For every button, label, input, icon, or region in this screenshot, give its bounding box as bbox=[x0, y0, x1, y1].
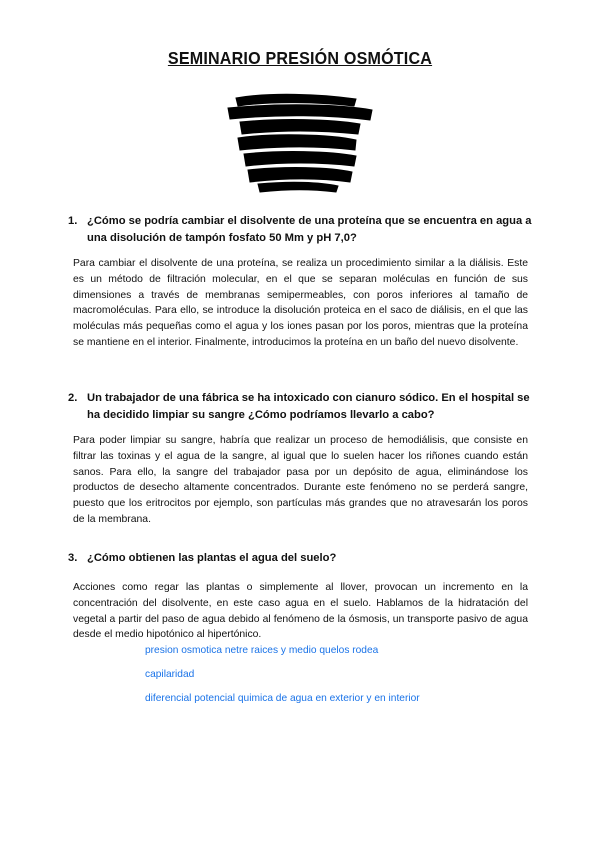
redaction-stroke-4 bbox=[238, 135, 356, 150]
redaction-stroke-7 bbox=[258, 182, 338, 192]
redaction-stroke-3 bbox=[240, 120, 360, 134]
question-3 bbox=[68, 550, 538, 567]
answer-2: Para poder limpiar su sangre, habría que realizar un proceso de hemodiálisis, que consiste en filtrar las toxinas y el agua de la sangre, al igual que lo suelen hacer los riñones cuando están sanos. Para ello, la sangre del trabajador pasa por un depósito de agua, eliminándose los productos de desecho altamente concentrados. Durante este fenómeno no se perderá sangre, puesto que los eritrocitos por ejemplo, son partículas más grandes que no atravesarán los poros de la membrana. bbox=[73, 435, 528, 525]
question-3-number: 3. bbox=[68, 552, 78, 564]
answer-1: Para cambiar el disolvente de una proteína, se realiza un procedimiento similar a la diálisis. Este es un método de filtración molecular, en el que se separan moléculas en función de sus dimensiones a través de membranas semipermeables, con poros inferiores al tamaño de macromoléculas. Para ello, se introduce la disolución proteica en el saco de diálisis, en el que las moléculas más pequeñas como el agua y los iones pasan por los poros, mientras que la proteína se mantiene en el interior. Finalmente, introducimos la proteína en un baño del nuevo disolvente. bbox=[73, 258, 528, 348]
answer-3: Acciones como regar las plantas o simplemente al llover, provocan un incremento en la concentración del disolvente, en este caso agua en el suelo. Hablamos de la hidratación del vegetal a partir del paso de agua debido al fenómeno de la ósmosis, un transporte pasivo de agua desde el medio hipotónico al hipertónico. bbox=[73, 582, 528, 641]
question-3-text: ¿Cómo obtienen las plantas el agua del suelo? bbox=[87, 552, 337, 564]
question-2 bbox=[68, 390, 538, 424]
question-2-number: 2. bbox=[68, 392, 78, 404]
question-1-text: ¿Cómo se podría cambiar el disolvente de una proteína que se encuentra en agua a una disolución de tampón fosfato 50 Mm y pH 7,0? bbox=[87, 215, 532, 244]
redaction-stroke-1 bbox=[236, 94, 356, 106]
question-2-text: Un trabajador de una fábrica se ha intoxicado con cianuro sódico. En el hospital se ha decidido limpiar su sangre ¿Cómo podríamos llevarlo a cabo? bbox=[87, 392, 530, 421]
page-title: SEMINARIO PRESIÓN OSMÓTICA bbox=[167, 48, 433, 68]
redaction-marks bbox=[0, 0, 600, 200]
question-1-number: 1. bbox=[68, 215, 78, 227]
question-1 bbox=[68, 213, 538, 247]
redaction-stroke-5 bbox=[244, 152, 356, 166]
redaction-stroke-2 bbox=[228, 105, 372, 120]
redaction-stroke-6 bbox=[248, 168, 352, 182]
note-3: diferencial potencial quimica de agua en exterior y en interior bbox=[145, 693, 420, 704]
note-2: capilaridad bbox=[145, 669, 195, 680]
note-1: presion osmotica netre raices y medio quelos rodea bbox=[145, 645, 379, 656]
